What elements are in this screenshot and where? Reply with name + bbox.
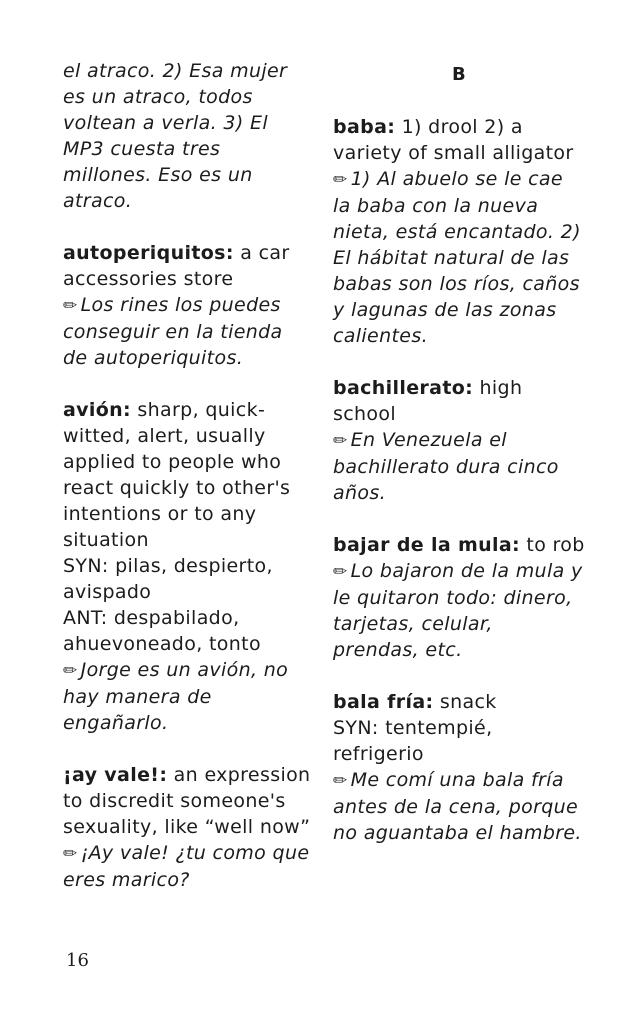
pencil-icon: ✏: [333, 771, 348, 791]
entry-example: ¡Ay vale! ¿tu como que eres marico?: [63, 842, 310, 891]
entry-example: Jorge es un avión, no hay manera de engañarlo.: [63, 659, 289, 734]
entry-definition: to rob: [526, 534, 585, 556]
pencil-icon: ✏: [63, 661, 78, 681]
entry-bala-fria: [333, 689, 585, 846]
entry-headword: bachillerato:: [333, 377, 474, 399]
entry-definition: high school: [333, 377, 523, 425]
entry-bachillerato: [333, 375, 585, 506]
entry-example: En Venezuela el bachillerato dura cinco años.: [333, 429, 559, 504]
right-column: [333, 58, 585, 872]
entry-headword: baba:: [333, 116, 396, 138]
entry-synonyms: SYN: pilas, despierto, avispado: [63, 555, 273, 603]
pencil-icon: ✏: [333, 431, 348, 451]
section-letter: B: [451, 64, 467, 85]
entry-baba: [333, 114, 585, 349]
entry-continued: [63, 58, 311, 214]
entry-example: el atraco. 2) Esa mujer es un atraco, todos voltean a verla. 3) El MP3 cuesta tres millones. Eso es un atraco.: [63, 60, 288, 212]
pencil-icon: ✏: [63, 296, 78, 316]
page-number: 16: [66, 950, 89, 971]
pencil-icon: ✏: [63, 844, 78, 864]
entry-headword: bala fría:: [333, 691, 434, 713]
pencil-icon: ✏: [333, 170, 348, 190]
entry-autoperiquitos: [63, 240, 311, 371]
entry-headword: ¡ay vale!:: [63, 764, 168, 786]
entry-definition: snack: [439, 691, 497, 713]
entry-example: Los rines los puedes conseguir en la tienda de autoperiquitos.: [63, 294, 283, 369]
entry-example: Me comí una bala fría antes de la cena, porque no aguantaba el hambre.: [333, 769, 582, 844]
entry-headword: avión:: [63, 399, 131, 421]
entry-example: 1) Al abuelo se le cae la baba con la nueva nieta, está encantado. 2) El hábitat natural de las babas son los ríos, caños y lagunas de las zonas calientes.: [333, 168, 581, 347]
entry-definition: sharp, quick-witted, alert, usually applied to people who react quickly to other's intentions or to any situation: [63, 399, 291, 551]
entry-example: Lo bajaron de la mula y le quitaron todo: dinero, tarjetas, celular, prendas, etc.: [333, 560, 583, 661]
left-column: [63, 58, 311, 919]
entry-definition: an expression to discredit someone's sexuality, like “well now”: [63, 764, 311, 838]
entry-headword: autoperiquitos:: [63, 242, 234, 264]
entry-headword: bajar de la mula:: [333, 534, 520, 556]
entry-definition: 1) drool 2) a variety of small alligator: [333, 116, 574, 164]
pencil-icon: ✏: [333, 562, 348, 582]
entry-antonyms: ANT: despabilado, ahuevoneado, tonto: [63, 607, 261, 655]
entry-avion: [63, 397, 311, 736]
entry-ay-vale: [63, 762, 311, 893]
entry-bajar-de-la-mula: [333, 532, 585, 663]
entry-synonyms: SYN: tentempié, refrigerio: [333, 717, 493, 765]
entry-definition: a car accessories store: [63, 242, 290, 290]
